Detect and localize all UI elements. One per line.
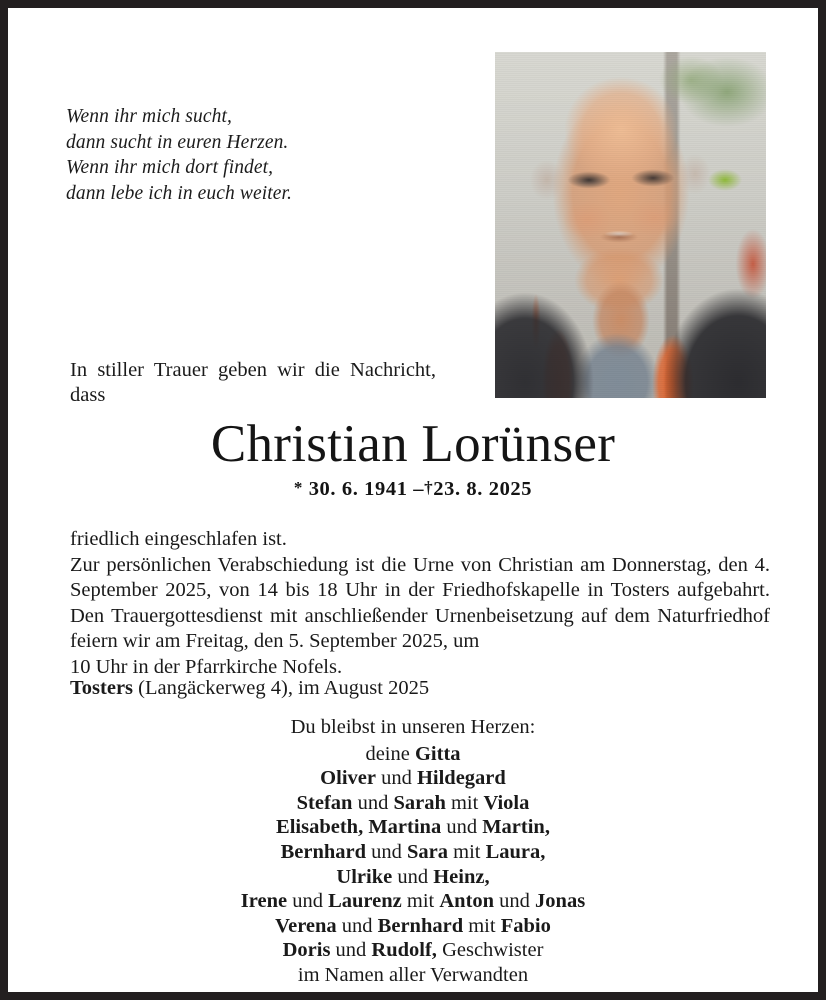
family-member-name: Doris — [282, 939, 331, 962]
family-connector-word: Geschwister — [436, 939, 544, 962]
family-member-name: Laura, — [485, 840, 546, 863]
family-member-name: Hildegard — [416, 767, 506, 790]
family-connector-word: und — [352, 791, 394, 814]
family-member-name: Sara — [407, 840, 449, 863]
family-name-row — [8, 742, 818, 767]
body-first-line: friedlich eingeschlafen ist. — [70, 528, 287, 550]
death-symbol: † — [424, 478, 434, 497]
family-member-name: Elisabeth, Martina — [276, 816, 442, 839]
family-name-row — [8, 791, 818, 816]
place-town: Tosters — [70, 677, 134, 699]
family-lead-line: Du bleibst in unseren Herzen: — [290, 716, 536, 738]
family-connector-word: und — [366, 840, 408, 863]
family-member-name: Verena — [275, 914, 337, 937]
family-connector-word: deine — [365, 742, 415, 765]
family-member-name: Laurenz — [328, 890, 402, 913]
poem-line-1: Wenn ihr mich sucht, — [66, 106, 232, 127]
deceased-name: Christian Lorünser — [210, 415, 616, 473]
poem-line-2: dann sucht in euren Herzen. — [66, 131, 289, 153]
family-member-name: Fabio — [500, 914, 551, 937]
family-member-name: Bernhard — [377, 914, 464, 937]
announcement-intro: In stiller Trauer geben wir die Nachricht, dass — [70, 359, 436, 406]
family-member-name: Rudolf, — [371, 939, 437, 962]
place-and-date-line — [70, 675, 429, 701]
family-member-name: Sarah — [393, 791, 446, 814]
family-member-name: Viola — [483, 791, 530, 814]
poem-line-4: dann lebe ich in euch weiter. — [66, 182, 293, 204]
place-detail: (Langäckerweg 4), im August 2025 — [133, 677, 430, 699]
family-name-row — [8, 914, 818, 939]
body-paragraph: Zur persönlichen Verabschiedung ist die Urne von Christian am Donnerstag, den 4. September 2025, von 14 bis 18 Uhr in der Friedhofskapelle in Tosters aufgebahrt. Den Trauergottesdienst mit anschließender Urnenbeisetzung auf dem Naturfriedhof feiern wir am Freitag, den 5. September 2025, um — [70, 553, 770, 653]
family-member-name: Anton — [439, 890, 495, 913]
family-member-name: Ulrike — [336, 865, 393, 888]
family-connector-word: und — [330, 939, 372, 962]
family-member-name: Heinz, — [433, 865, 490, 888]
birth-symbol: * — [293, 478, 303, 497]
family-name-row — [8, 889, 818, 914]
announcement-body — [70, 527, 770, 681]
family-member-name: Irene — [240, 890, 288, 913]
notice-paper — [8, 8, 818, 992]
family-connector-word: und — [494, 890, 536, 913]
life-dates — [8, 478, 818, 501]
portrait-photo — [495, 52, 766, 398]
family-connector-word: mit — [401, 890, 440, 913]
family-connector-word: mit — [445, 791, 484, 814]
birth-date: 30. 6. 1941 — [308, 478, 408, 500]
family-member-name: Stefan — [296, 791, 353, 814]
body-last-line: 10 Uhr in der Pfarrkirche Nofels. — [70, 655, 343, 678]
family-member-name: Martin, — [482, 816, 550, 839]
family-connector-word: und — [441, 816, 483, 839]
death-date: 23. 8. 2025 — [433, 478, 533, 500]
family-connector-word: und — [287, 890, 329, 913]
family-connector-word: mit — [463, 914, 501, 937]
family-name-row — [8, 938, 818, 963]
family-connector-word: und — [375, 767, 417, 790]
family-member-name: Jonas — [535, 890, 586, 913]
family-closing-line: im Namen aller Verwandten — [297, 963, 529, 986]
family-name-row — [8, 840, 818, 865]
family-connector-word: und — [336, 914, 378, 937]
family-member-name: Oliver — [320, 767, 376, 790]
family-name-rows — [8, 742, 818, 963]
portrait-photo-grain — [495, 52, 766, 398]
family-member-name: Gitta — [414, 742, 461, 765]
family-member-name: Bernhard — [280, 840, 367, 863]
surviving-family-block — [8, 715, 818, 988]
family-name-row — [8, 815, 818, 840]
family-connector-word: mit — [448, 840, 486, 863]
poem-line-3: Wenn ihr mich dort findet, — [66, 157, 274, 179]
memorial-poem — [66, 104, 292, 206]
family-name-row — [8, 766, 818, 791]
date-separator: – — [413, 478, 425, 500]
family-connector-word: und — [392, 865, 434, 888]
family-name-row — [8, 865, 818, 890]
